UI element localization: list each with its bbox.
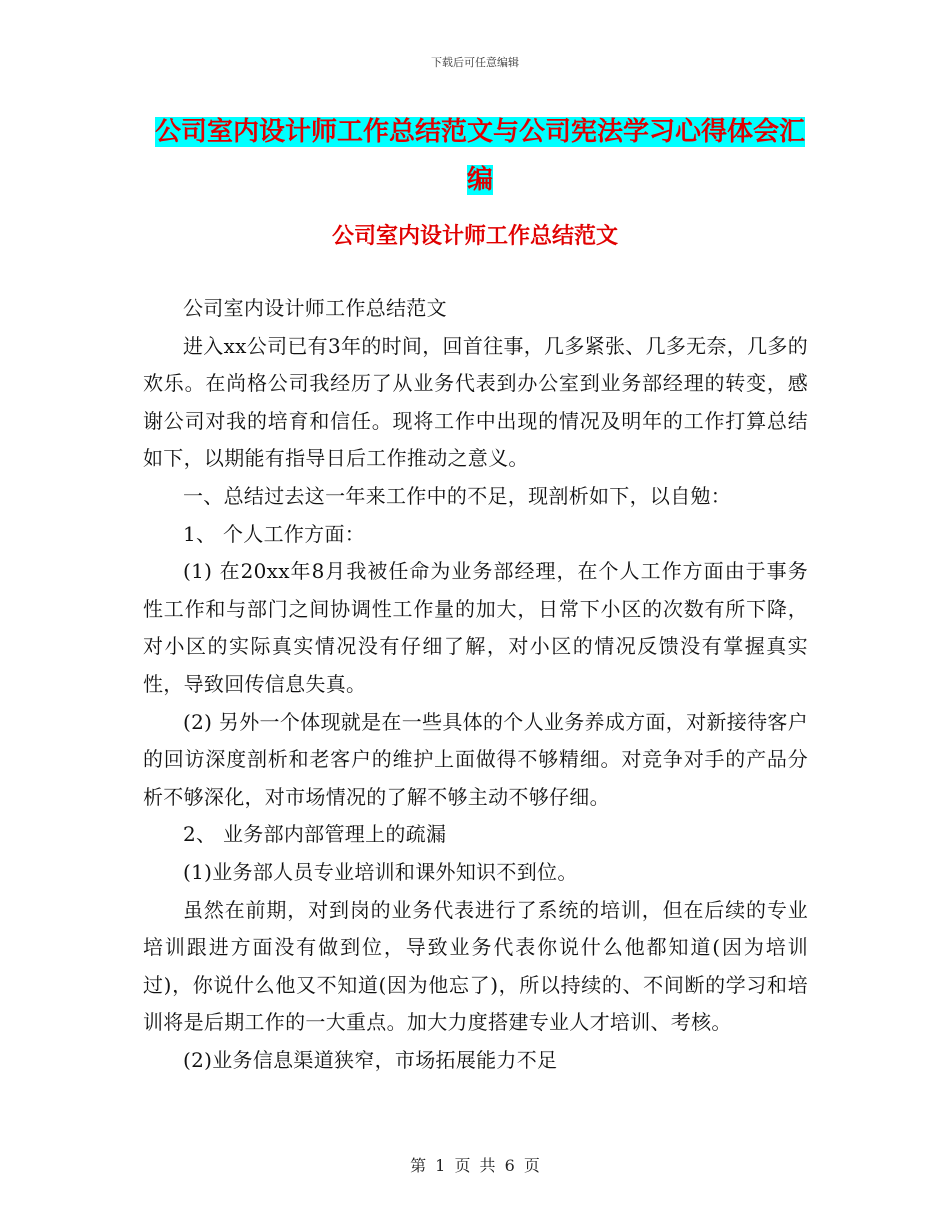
paragraph: (1)业务部人员专业培训和课外知识不到位。 [183,859,578,884]
document-title-text: 公司室内设计师工作总结范文与公司宪法学习心得体会汇编 [154,117,805,195]
paragraph: (1) 在20xx年8月我被任命为业务部经理，在个人工作方面由于事务性工作和与部门之间协调性工作量的加大，日常下小区的次数有所下降，对小区的实际真实情况没有仔细了解，对小区的情况反馈没有掌握真实性，导致回传信息失真。 [143,559,808,696]
paragraph: 一、总结过去这一年来工作中的不足，现剖析如下，以自勉： [183,483,732,508]
header-note: 下载后可任意编辑 [431,56,519,69]
paragraph: 虽然在前期，对到岗的业务代表进行了系统的培训，但在后续的专业培训跟进方面没有做到位，导致业务代表你说什么他都知道(因为培训过)，你说什么他又不知道(因为他忘了)，所以持续的、不间断的学习和培训将是后期工作的一大重点。加大力度搭建专业人才培训、考核。 [143,897,808,1035]
paragraph: 2、 业务部内部管理上的疏漏 [183,822,447,847]
body-text [143,290,808,1079]
document-title [150,108,810,204]
section-title: 公司室内设计师工作总结范文 [331,223,618,249]
paragraph: (2)业务信息渠道狭窄，市场拓展能力不足 [183,1047,558,1072]
paragraph: 进入xx公司已有3年的时间，回首往事，几多紧张、几多无奈，几多的欢乐。在尚格公司我经历了从业务代表到办公室到业务部经理的转变，感谢公司对我的培育和信任。现将工作中出现的情况及明年的工作打算总结如下，以期能有指导日后工作推动之意义。 [143,333,808,471]
paragraph: 公司室内设计师工作总结范文 [183,296,447,320]
paragraph: 1、 个人工作方面： [183,521,366,546]
page-number-footer: 第 1 页 共 6 页 [410,1156,540,1175]
paragraph: (2) 另外一个体现就是在一些具体的个人业务养成方面，对新接待客户的回访深度剖析和老客户的维护上面做得不够精细。对竞争对手的产品分析不够深化，对市场情况的了解不够主动不够仔细。 [143,709,808,809]
